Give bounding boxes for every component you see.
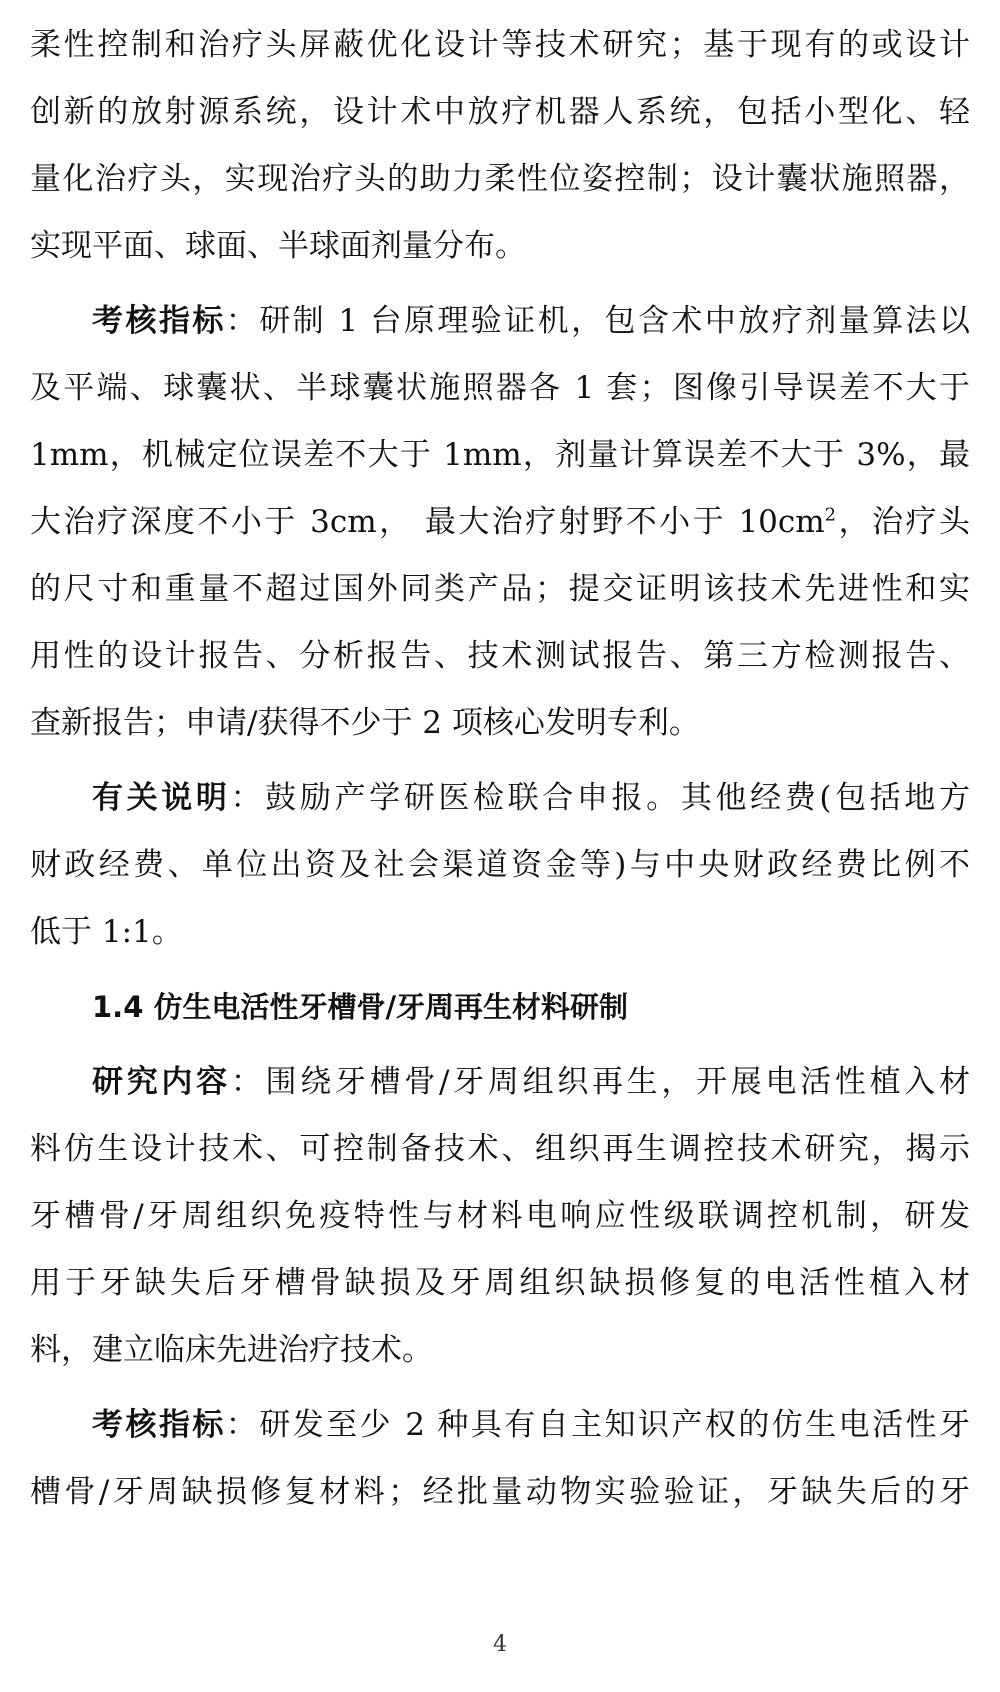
paragraph-line: 1mm，机械定位误差不大于 1mm，剂量计算误差不大于 3%，最: [30, 437, 970, 473]
superscript: 2: [824, 504, 837, 526]
paragraph-text: ：鼓励产学研医检联合申报。其他经费(包括地方: [230, 780, 971, 816]
paragraph-text: 大治疗深度不小于 3cm， 最大治疗射野不小于 10cm: [30, 504, 825, 540]
assessment-label: 考核指标: [92, 1407, 226, 1443]
paragraph-line: [30, 489, 970, 556]
assessment-label: 考核指标: [92, 303, 226, 339]
paragraph-line: [30, 288, 970, 355]
paragraph-text: ，治疗头: [836, 504, 971, 540]
paragraph-line: [30, 1049, 970, 1116]
notes-label: 有关说明: [92, 780, 231, 816]
paragraph-line: 牙槽骨/牙周组织免疫特性与材料电响应性级联调控机制，研发: [30, 1198, 970, 1234]
paragraph-line: 柔性控制和治疗头屏蔽优化设计等技术研究；基于现有的或设计: [30, 27, 970, 63]
paragraph-line: 料仿生设计技术、可控制备技术、组织再生调控技术研究，揭示: [30, 1131, 970, 1167]
paragraph-line: 槽骨/牙周缺损修复材料；经批量动物实验验证，牙缺失后的牙: [30, 1474, 970, 1510]
paragraph-line: 及平端、球囊状、半球囊状施照器各 1 套；图像引导误差不大于: [30, 370, 970, 406]
paragraph-line: 低于 1:1。: [30, 914, 183, 950]
paragraph-line: 用性的设计报告、分析报告、技术测试报告、第三方检测报告、: [30, 638, 970, 674]
paragraph-text: ：研制 1 台原理验证机，包含术中放疗剂量算法以: [225, 303, 970, 339]
paragraph-line: 创新的放射源系统，设计术中放疗机器人系统，包括小型化、轻: [30, 94, 970, 130]
section-heading: 1.4 仿生电活性牙槽骨/牙周再生材料研制: [92, 990, 629, 1024]
paragraph-line: 实现平面、球面、半球面剂量分布。: [30, 228, 526, 264]
paragraph-line: 查新报告；申请/获得不少于 2 项核心发明专利。: [30, 705, 700, 741]
paragraph-line: 用于牙缺失后牙槽骨缺损及牙周组织缺损修复的电活性植入材: [30, 1265, 970, 1301]
paragraph-line: [30, 1392, 970, 1459]
paragraph-line: 料，建立临床先进治疗技术。: [30, 1332, 433, 1368]
paragraph-line: [30, 765, 970, 832]
paragraph-text: ：研发至少 2 种具有自主知识产权的仿生电活性牙: [225, 1407, 970, 1443]
paragraph-line: 财政经费、单位出资及社会渠道资金等)与中央财政经费比例不: [30, 847, 970, 883]
paragraph-line: 的尺寸和重量不超过国外同类产品；提交证明该技术先进性和实: [30, 571, 970, 607]
research-content-label: 研究内容: [92, 1064, 231, 1100]
paragraph-text: ：围绕牙槽骨/牙周组织再生，开展电活性植入材: [230, 1064, 970, 1100]
paragraph-line: 量化治疗头，实现治疗头的助力柔性位姿控制；设计囊状施照器，: [30, 161, 970, 197]
page-number: 4: [493, 1632, 507, 1657]
